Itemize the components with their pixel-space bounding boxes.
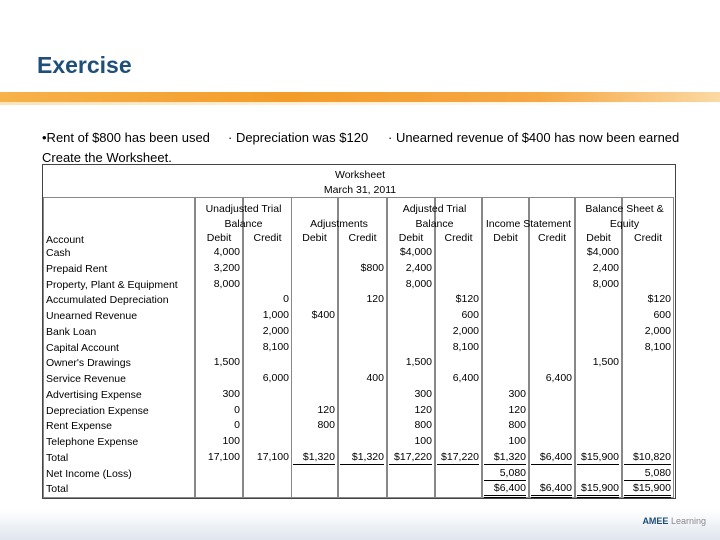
- table-cell: 6,400: [545, 372, 572, 384]
- table-cell: 6,400: [452, 372, 479, 384]
- table-cell: 8,000: [592, 277, 619, 290]
- table-cell: 120: [317, 403, 335, 416]
- table-cell: $15,900: [624, 482, 671, 498]
- group-header-bs: Equity: [609, 218, 640, 230]
- table-cell: 2,000: [452, 324, 479, 337]
- table-cell: $15,900: [577, 482, 619, 498]
- table-cell: 3,200: [213, 261, 240, 274]
- account-name: Total: [46, 483, 69, 496]
- table-cell: 800: [317, 419, 335, 432]
- account-name: Owner's Drawings: [46, 357, 131, 370]
- table-cell: 300: [222, 387, 240, 400]
- table-cell: $6,400: [531, 451, 572, 465]
- table-cell: 400: [366, 372, 384, 384]
- table-cell: $6,400: [484, 482, 526, 498]
- table-cell: 100: [414, 435, 432, 447]
- table-cell: 600: [461, 309, 479, 321]
- account-name: Prepaid Rent: [46, 262, 108, 275]
- credit-header: Credit: [537, 232, 566, 244]
- table-cell: $6,400: [531, 482, 572, 498]
- table-cell: 120: [366, 293, 384, 306]
- table-cell: 8,100: [452, 340, 479, 353]
- worksheet-date: March 31, 2011: [323, 184, 397, 196]
- debit-header: Debit: [206, 232, 232, 244]
- table-cell: $1,320: [340, 451, 384, 465]
- group-header-is: Income Statement: [485, 218, 572, 230]
- table-cell: 2,400: [405, 261, 432, 274]
- table-cell: $800: [360, 261, 384, 274]
- account-name: Capital Account: [46, 341, 119, 354]
- group-header-unadj: Balance: [224, 218, 263, 230]
- note-depreciation: · Depreciation was $120: [228, 130, 369, 145]
- account-name: Bank Loan: [46, 325, 97, 338]
- footer-band: [0, 510, 720, 540]
- group-header-bs: Balance Sheet &: [585, 203, 664, 215]
- debit-header: Debit: [302, 232, 327, 244]
- accent-bar-fade: [0, 102, 720, 105]
- table-cell: $4,000: [399, 246, 432, 258]
- account-name: Telephone Expense: [46, 436, 139, 448]
- table-cell: 2,000: [262, 324, 289, 337]
- table-cell: 300: [508, 387, 526, 400]
- table-cell: 0: [234, 403, 240, 416]
- table-cell: 5,080: [624, 467, 671, 481]
- account-name: Service Revenue: [46, 373, 126, 385]
- table-cell: $17,220: [437, 451, 479, 465]
- account-name: Depreciation Expense: [46, 404, 149, 417]
- table-cell: 300: [414, 387, 432, 400]
- account-header: Account: [46, 234, 84, 246]
- table-cell: 8,000: [213, 277, 240, 290]
- table-cell: 8,100: [644, 340, 671, 353]
- table-cell: 8,100: [262, 340, 289, 353]
- note-unearned: · Unearned revenue of $400 has now been earned: [388, 130, 680, 145]
- table-cell: 100: [222, 435, 240, 447]
- table-cell: 100: [508, 435, 526, 447]
- page-title: Exercise: [37, 52, 132, 78]
- note-create: Create the Worksheet.: [42, 150, 172, 165]
- credit-header: Credit: [348, 232, 377, 244]
- table-cell: $120: [647, 293, 671, 306]
- table-cell: 17,100: [207, 450, 240, 463]
- note-rent: •Rent of $800 has been used: [42, 130, 210, 145]
- table-cell: 5,080: [484, 467, 526, 481]
- table-cell: 120: [508, 403, 526, 416]
- account-name: Property, Plant & Equipment: [46, 278, 178, 291]
- accent-bar: [0, 92, 720, 102]
- debit-header: Debit: [586, 232, 611, 244]
- table-cell: $15,900: [577, 451, 619, 465]
- table-cell: 8,000: [405, 277, 432, 290]
- credit-header: Credit: [253, 232, 282, 244]
- table-cell: 600: [653, 309, 671, 321]
- footer-logo: AMEE Learning: [642, 516, 706, 526]
- table-cell: 800: [508, 419, 526, 432]
- table-cell: $1,320: [484, 451, 526, 465]
- group-header-unadj: Unadjusted Trial: [205, 203, 282, 215]
- table-cell: 120: [414, 403, 432, 416]
- table-cell: 2,400: [592, 261, 619, 274]
- account-name: Rent Expense: [46, 420, 112, 433]
- worksheet-title: Worksheet: [335, 169, 385, 181]
- account-name: Total: [46, 451, 69, 464]
- table-cell: $17,220: [389, 451, 432, 465]
- group-header-adjtb: Balance: [415, 218, 454, 230]
- credit-header: Credit: [444, 232, 473, 244]
- table-cell: $4,000: [586, 246, 619, 258]
- debit-header: Debit: [493, 232, 518, 244]
- account-name: Advertising Expense: [46, 388, 142, 401]
- table-cell: 0: [283, 293, 289, 306]
- account-name: Net Income (Loss): [46, 467, 132, 480]
- table-cell: 1,500: [592, 356, 619, 369]
- table-cell: $400: [311, 309, 335, 321]
- account-name: Unearned Revenue: [46, 310, 138, 322]
- table-cell: 1,500: [213, 356, 240, 369]
- table-cell: 17,100: [256, 450, 289, 463]
- account-name: Cash: [46, 247, 71, 259]
- worksheet-table: [42, 164, 676, 499]
- debit-header: Debit: [398, 232, 424, 244]
- table-cell: $10,820: [624, 451, 671, 465]
- table-cell: 2,000: [644, 324, 671, 337]
- table-cell: 0: [234, 419, 240, 432]
- table-cell: 1,500: [405, 356, 432, 369]
- table-cell: 800: [414, 419, 432, 432]
- group-header-adjtb: Adjusted Trial: [402, 203, 467, 215]
- table-cell: 4,000: [213, 246, 240, 258]
- table-cell: $120: [455, 293, 479, 306]
- table-cell: 1,000: [262, 309, 289, 321]
- account-name: Accumulated Depreciation: [46, 294, 169, 307]
- group-header-adj: Adjustments: [310, 218, 368, 230]
- credit-header: Credit: [633, 232, 662, 244]
- table-cell: $1,320: [293, 451, 335, 465]
- table-cell: 6,000: [262, 372, 289, 384]
